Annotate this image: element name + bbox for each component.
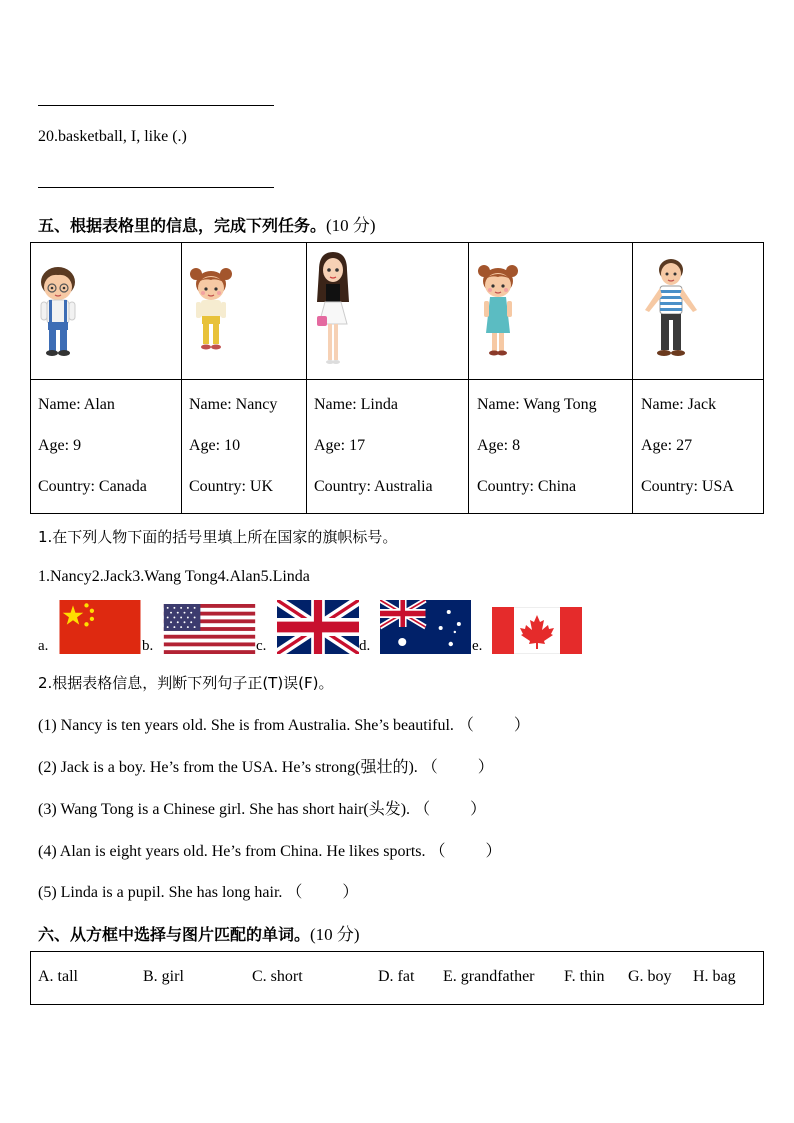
- word-option-a: A. tall: [38, 968, 78, 985]
- task-1-list: 1.Nancy2.Jack3.Wang Tong4.Alan5.Linda: [38, 568, 310, 585]
- task-2-instruction: 2.根据表格信息，判断下列句子正(T)误(F)。: [38, 674, 334, 692]
- alan-info: [38, 384, 147, 507]
- flag-letter-d: d.: [359, 638, 371, 654]
- tf-sentence-1: (1) Nancy is ten years old. She is from Australia. She’s beautiful.: [38, 717, 454, 734]
- tf-item-2: [38, 754, 494, 777]
- tf-blank-5[interactable]: （ ）: [286, 884, 359, 901]
- wang-tong-name: Name: Wang Tong: [477, 396, 597, 413]
- flag-letter-e: e.: [472, 638, 483, 654]
- linda-info: [314, 384, 433, 507]
- jack-figure: [641, 254, 701, 360]
- word-option-h: H. bag: [693, 968, 736, 985]
- task-1-instruction: 1.在下列人物下面的括号里填上所在国家的旗帜标号。: [38, 528, 398, 546]
- linda-country: Country: Australia: [314, 478, 433, 495]
- answer-line-19: [38, 105, 274, 106]
- flag-letter-a: a.: [38, 638, 49, 654]
- tf-sentence-2: (2) Jack is a boy. He’s from the USA. He’s strong(强壮的).: [38, 759, 418, 776]
- linda-age: Age: 17: [314, 437, 366, 454]
- alan-figure: [36, 262, 80, 358]
- word-option-g: G. boy: [628, 968, 672, 985]
- word-option-e: E. grandfather: [443, 968, 535, 985]
- tf-blank-1[interactable]: （ ）: [457, 717, 530, 734]
- alan-country: Country: Canada: [38, 478, 147, 495]
- nancy-name: Name: Nancy: [189, 396, 278, 413]
- linda-name: Name: Linda: [314, 396, 398, 413]
- tf-sentence-4: (4) Alan is eight years old. He’s from China. He likes sports.: [38, 843, 426, 860]
- china-flag-icon: [59, 600, 141, 654]
- tf-sentence-3: (3) Wang Tong is a Chinese girl. She has short hair(头发).: [38, 801, 411, 818]
- jack-name: Name: Jack: [641, 396, 717, 413]
- nancy-age: Age: 10: [189, 437, 241, 454]
- jack-country: Country: USA: [641, 478, 734, 495]
- nancy-info: [189, 384, 277, 507]
- tf-item-5: [38, 879, 358, 902]
- wang-tong-age: Age: 8: [477, 437, 521, 454]
- alan-age: Age: 9: [38, 437, 82, 454]
- tf-blank-3[interactable]: （ ）: [414, 801, 487, 818]
- tf-item-4: [38, 838, 502, 861]
- word-option-c: C. short: [252, 968, 303, 985]
- word-option-f: F. thin: [564, 968, 605, 985]
- wang-tong-country: Country: China: [477, 478, 577, 495]
- section-5-heading: [38, 211, 376, 236]
- section-6-title: 六、从方框中选择与图片匹配的单词。: [38, 925, 311, 944]
- word-option-b: B. girl: [143, 968, 184, 985]
- flag-letter-c: c.: [256, 638, 267, 654]
- tf-sentence-5: (5) Linda is a pupil. She has long hair.: [38, 884, 283, 901]
- tf-blank-2[interactable]: （ ）: [421, 759, 494, 776]
- section-5-points: (10 分): [326, 216, 376, 235]
- wang-tong-figure: [476, 261, 520, 359]
- usa-flag-icon: [163, 604, 256, 654]
- question-20: 20.basketball, I, like (.): [38, 128, 187, 145]
- word-option-d: D. fat: [378, 968, 415, 985]
- section-6-points: (10 分): [310, 925, 360, 944]
- nancy-country: Country: UK: [189, 478, 273, 495]
- flag-letter-b: b.: [142, 638, 154, 654]
- section-5-title: 五、根据表格里的信息，完成下列任务。: [38, 216, 327, 235]
- canada-flag-icon: [492, 607, 582, 654]
- tf-blank-4[interactable]: （ ）: [429, 843, 502, 860]
- answer-line-20: [38, 187, 274, 188]
- section-6-heading: [38, 920, 360, 945]
- jack-age: Age: 27: [641, 437, 693, 454]
- tf-item-1: [38, 712, 530, 735]
- wang-tong-info: [477, 384, 597, 507]
- nancy-figure: [189, 264, 233, 354]
- jack-info: [641, 384, 734, 507]
- linda-figure: [313, 250, 353, 370]
- uk-flag-icon: [277, 600, 359, 654]
- australia-flag-icon: [380, 600, 471, 654]
- tf-item-3: [38, 796, 486, 819]
- alan-name: Name: Alan: [38, 396, 115, 413]
